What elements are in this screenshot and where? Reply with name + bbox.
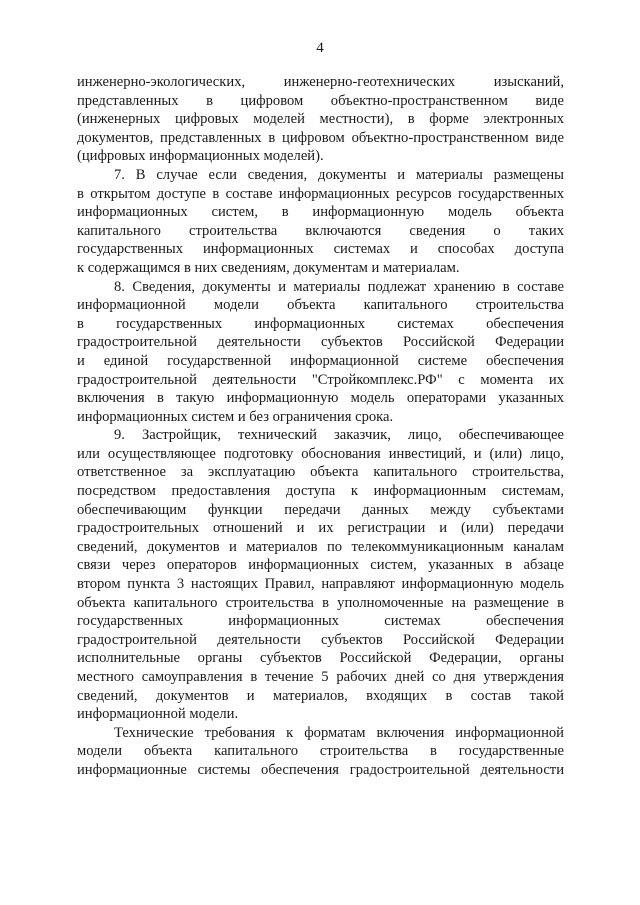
text-line: информационных систем и без ограничения срока. bbox=[77, 408, 394, 425]
text-line: 8. Сведения, документы и материалы подлежат хранению в составе bbox=[114, 278, 564, 295]
text-line: модели объекта капитального строительства в государственные bbox=[77, 743, 564, 760]
text-line: (инженерных цифровых моделей местности), в форме электронных bbox=[77, 111, 564, 128]
text-line: градостроительной деятельности "Стройкомплекс.РФ" с момента их bbox=[77, 371, 564, 388]
text-line: посредством предоставления доступа к информационным системам, bbox=[77, 483, 564, 500]
text-line: Технические требования к форматам включения информационной bbox=[114, 724, 564, 741]
text-line: информационной модели объекта капитального строительства bbox=[77, 297, 564, 314]
text-line: градостроительной деятельности субъектов Российской Федерации bbox=[77, 334, 564, 351]
text-line: информационных систем, в информационную модель объекта bbox=[77, 204, 564, 221]
text-line: включения в такую информационную модель операторами указанных bbox=[77, 390, 564, 407]
text-line: обеспечивающим функции передачи данных между субъектами bbox=[77, 501, 564, 518]
text-line: государственных информационных системах обеспечения bbox=[77, 613, 564, 630]
text-line: или осуществляющее подготовку обоснования инвестиций, и (или) лицо, bbox=[77, 445, 564, 462]
text-line: информационные системы обеспечения градостроительной деятельности bbox=[77, 761, 564, 778]
text-line: объекта капитального строительства в уполномоченные на размещение в bbox=[77, 594, 564, 611]
text-line: сведений, документов и материалов, входящих в состав такой bbox=[77, 687, 564, 704]
text-line: информационной модели. bbox=[77, 706, 239, 723]
text-line: представленных в цифровом объектно-пространственном виде bbox=[77, 92, 564, 109]
page-number: 4 bbox=[316, 40, 324, 56]
document-body bbox=[77, 73, 564, 780]
text-line: градостроительных отношений и их регистрации и (или) передачи bbox=[77, 520, 564, 537]
text-line: (цифровых информационных моделей). bbox=[77, 148, 324, 165]
text-line: к содержащимся в них сведениям, документам и материалам. bbox=[77, 259, 460, 276]
text-line: и единой государственной информационной системе обеспечения bbox=[77, 352, 564, 369]
text-line: капитального строительства включаются сведения о таких bbox=[77, 222, 564, 239]
text-line: ответственное за эксплуатацию объекта капитального строительства, bbox=[77, 464, 564, 481]
text-line: исполнительные органы субъектов Российской Федерации, органы bbox=[77, 650, 564, 667]
text-line: градостроительной деятельности субъектов Российской Федерации bbox=[77, 631, 564, 648]
text-line: документов, представленных в цифровом объектно-пространственном виде bbox=[77, 129, 564, 146]
text-line: в государственных информационных системах обеспечения bbox=[77, 315, 564, 332]
text-line: 7. В случае если сведения, документы и материалы размещены bbox=[114, 166, 564, 183]
text-line: связи через операторов информационных систем, указанных в абзаце bbox=[77, 557, 564, 574]
paragraph bbox=[77, 278, 564, 427]
paragraph bbox=[77, 724, 564, 780]
paragraph bbox=[77, 73, 564, 166]
text-line: инженерно-экологических, инженерно-геотехнических изысканий, bbox=[77, 74, 564, 90]
text-line: местного самоуправления в течение 5 рабочих дней со дня утверждения bbox=[77, 669, 564, 685]
text-line: в открытом доступе в составе информационных ресурсов государственных bbox=[77, 185, 564, 202]
text-line: сведений, документов и материалов по телекоммуникационным каналам bbox=[77, 538, 564, 555]
text-line: 9. Застройщик, технический заказчик, лицо, обеспечивающее bbox=[114, 427, 564, 444]
paragraph bbox=[77, 166, 564, 278]
text-line: втором пункта 3 настоящих Правил, направляют информационную модель bbox=[77, 576, 564, 593]
paragraph bbox=[77, 426, 564, 724]
text-line: государственных информационных системах и способах доступа bbox=[77, 241, 564, 258]
